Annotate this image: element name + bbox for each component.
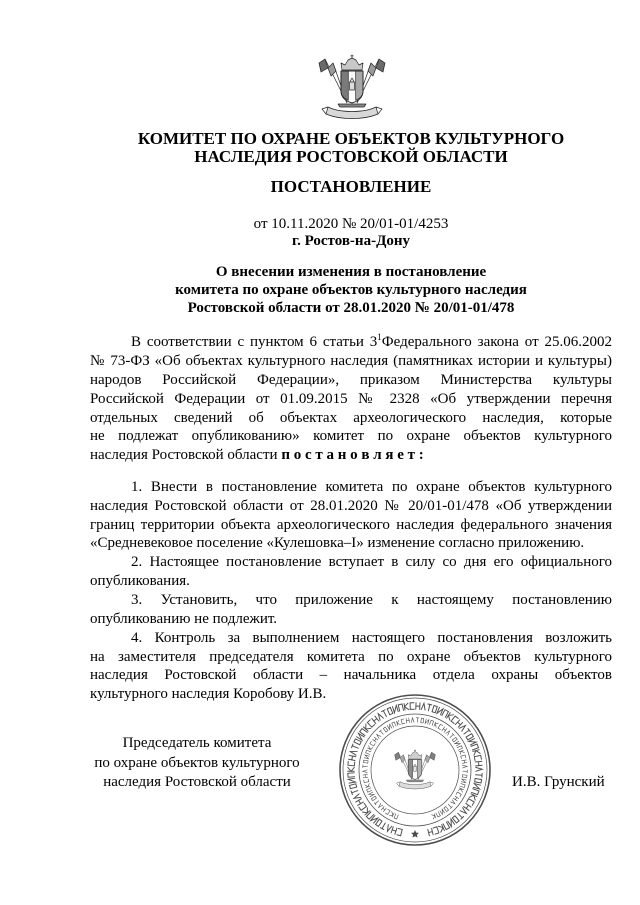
seal-glyph [473,784,480,789]
seal-glyph [444,807,449,812]
seal-glyph [398,704,403,711]
seal-glyph [473,750,480,756]
seal-glyph [372,716,379,724]
seal-glyph [386,825,392,833]
seal-glyph [366,750,371,754]
seal-glyph [461,779,466,783]
seal-glyph [457,746,462,750]
preamble-text: В соответствии с пунктом 6 статьи 3 [131,334,378,350]
seal-glyph [449,733,454,738]
seal-glyph [434,722,438,727]
seal-glyph [471,789,478,795]
seal-glyph [432,814,436,819]
round-seal-icon [337,692,493,848]
seal-glyph [430,720,434,725]
seal-glyph [363,774,368,777]
seal-glyph [411,718,414,723]
seal-glyph [371,796,376,800]
seal-glyph [475,778,482,782]
seal-glyph [421,718,424,723]
seal-glyph [368,746,373,750]
seal-glyph [442,727,447,732]
seal-glyph [476,767,483,771]
seal-glyph [475,761,482,766]
preamble-line: народов Российской Федерации», приказом Министерства культуры [90,372,612,388]
seal-glyph [385,809,390,814]
seal-glyph [396,720,400,725]
signatory-position-line: наследия Ростовской области [103,774,291,790]
seal-glyph [452,737,457,742]
item-line: наследия Ростовской области – начальника отдела охраны объектов [90,667,612,683]
item-line: 2. Настоящее постановление вступает в силу со дня его официального [131,554,612,570]
seal-glyph [383,727,388,732]
preamble-line: не подлежат опубликованию» комитет по охране объектов культурного [90,428,612,444]
seal-star-icon [411,830,419,838]
seal-glyph [387,724,392,729]
seal-glyph [348,773,355,777]
seal-glyph [469,794,477,800]
document-date-number: от 10.11.2020 № 20/01-01/4253 [253,216,449,232]
seal-glyph [416,703,420,710]
seal-glyph [404,703,409,710]
article-superscript: 1 [377,332,382,342]
seal-glyph [455,741,460,746]
item-line: наследия Ростовской области от 28.01.2020 № 20/01-01/478 «Об утверждении [90,498,612,514]
seal-glyph [451,800,456,805]
document-type-title: ПОСТАНОВЛЕНИЕ [270,177,432,196]
item-line: 4. Контроль за выполнением настоящего постановления возложить [131,630,612,646]
preamble-text: наследия Ростовской области [90,447,278,463]
seal-glyph [391,827,397,834]
seal-glyph [378,803,383,808]
seal-glyph [463,765,468,768]
seal-glyph [432,705,437,712]
coat-of-arms-icon [318,54,386,120]
seal-glyph [471,744,478,750]
seal-glyph [373,737,378,742]
seal-glyph [352,744,359,750]
seal-glyph [401,719,405,724]
seal-glyph [374,800,379,805]
seal-glyph [475,773,482,777]
seal-glyph [356,799,364,806]
signatory-position-line: по охране объектов культурного [94,755,300,771]
subject-line: О внесении изменения в постановление [215,264,487,280]
seal-glyph [410,703,414,710]
org-name-line-2: НАСЛЕДИЯ РОСТОВСКОЙ ОБЛАСТИ [194,147,508,166]
seal-glyph [447,803,452,808]
seal-glyph [364,755,369,759]
seal-glyph [364,779,369,783]
seal-graphic [337,692,493,848]
seal-glyph [458,788,463,792]
seal-glyph [428,828,433,835]
signatory-name: И.В. Грунский [512,774,605,790]
seal-glyph [348,761,355,766]
item-line: опубликования. [90,573,190,589]
seal-glyph [474,755,481,760]
document-city: г. Ростов-на-Дону [291,233,411,249]
org-name-line-1: КОМИТЕТ ПО ОХРАНЕ ОБЪЕКТОВ КУЛЬТУРНОГО [137,129,565,148]
seal-glyph [453,796,458,801]
seal-glyph [365,784,370,788]
seal-glyph [350,750,357,756]
seal-glyph [438,825,444,833]
signatory-position-line: Председатель комитета [122,735,272,751]
seal-glyph [363,765,368,768]
seal-glyph [369,792,374,797]
seal-glyph [381,806,386,811]
preamble-line [90,446,424,465]
item-line: опубликованию не подлежит. [90,611,278,627]
seal-glyph [348,767,355,771]
item-line: культурного наследия Коробову И.В. [90,686,327,702]
seal-glyph [463,770,468,773]
preamble-text: Федерального закона от 25.06.2002 [381,334,612,350]
preamble-line [131,333,612,352]
seal-glyph [464,803,472,810]
seal-glyph [466,734,473,740]
seal-glyph [376,733,381,738]
preamble-line: Российской Федерации от 01.09.2015 № 2328 «Об утверждении перечня [90,391,612,407]
seal-glyph [379,730,384,735]
seal-glyph [390,812,394,817]
seal-glyph [438,724,443,729]
item-line: на заместителя председателя комитета по охране объектов культурного [90,649,612,665]
seal-glyph [392,705,398,712]
preamble-line: отдельных сведений об объектах археологического наследия, которые [90,410,612,426]
seal-glyph [437,707,443,715]
seal-glyph [425,719,429,724]
seal-glyph [363,770,368,773]
seal-glyph [382,710,389,718]
seal-glyph [394,814,398,819]
seal-glyph [348,778,355,783]
seal-glyph [461,755,466,759]
preamble-line: № 73-ФЗ «Об объектах культурного наследия (памятниках истории и культуры) [90,353,612,369]
seal-glyph [416,718,419,723]
decree-word: п о с т а н о в л я е т : [281,447,424,463]
seal-glyph [421,703,426,710]
seal-glyph [433,827,439,834]
seal-glyph [440,809,445,814]
seal-glyph [349,755,356,760]
subject-line: комитета по охране объектов культурного наследия [175,282,527,298]
item-line: границ территории объекта археологического наследия федерального значения [90,517,612,533]
seal-glyph [387,707,393,714]
seal-glyph [397,828,402,835]
seal-glyph [367,788,372,792]
seal-glyph [446,730,451,735]
seal-glyph [427,704,432,711]
seal-glyph [459,750,464,754]
seal-glyph [406,718,409,723]
seal-glyph [469,739,477,745]
seal-glyph [380,822,387,830]
item-line: «Средневековое поселение «Кулешовка–I» изменение согласно приложению. [90,535,585,551]
seal-glyph [460,784,465,788]
coat-of-arms-graphic [318,54,386,120]
subject-line: Ростовской области от 28.01.2020 № 20/01-01/478 [187,300,515,316]
seal-glyph [436,812,440,817]
item-line: 1. Внести в постановление комитета по охране объектов культурного [131,479,612,495]
seal-glyph [353,794,361,800]
seal-glyph [370,741,375,746]
seal-glyph [392,722,396,727]
seal-glyph [351,789,358,795]
seal-glyph [462,760,467,763]
seal-glyph [456,792,461,797]
item-line: 3. Установить, что приложение к настоящему постановлению [131,592,612,608]
seal-glyph [350,784,357,789]
seal-glyph [363,760,368,763]
seal-glyph [463,729,471,736]
seal-coat-of-arms-icon [395,749,436,788]
seal-glyph [455,720,462,727]
seal-glyph [354,739,361,745]
seal-glyph [462,775,467,778]
